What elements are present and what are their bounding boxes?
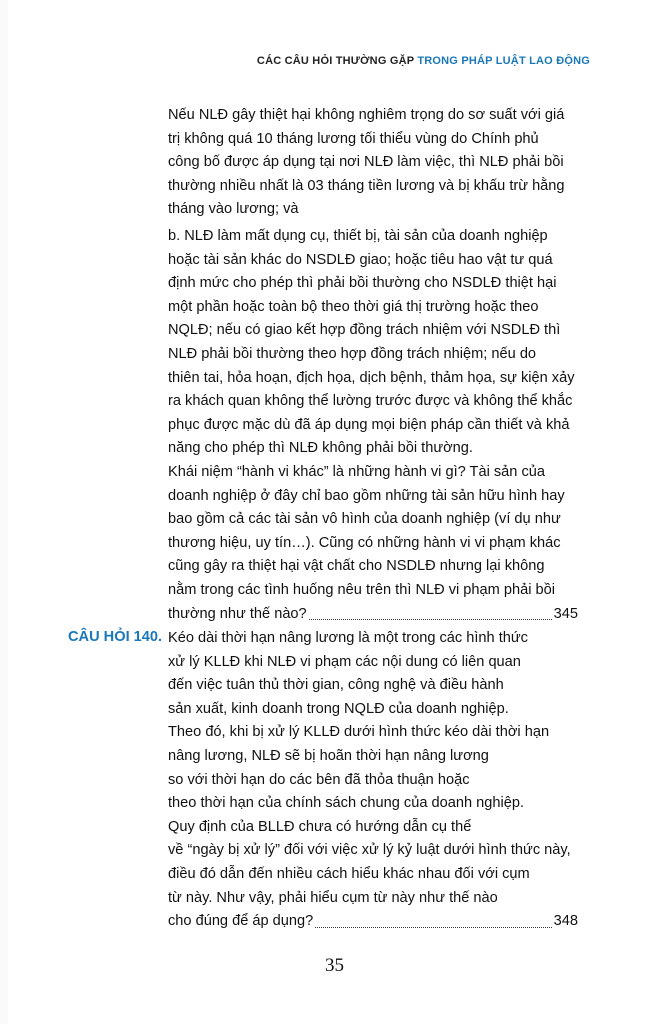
toc-page-number: 345 <box>553 605 578 622</box>
toc-entry-345[interactable] <box>168 603 578 627</box>
text-line: điều đó dẫn đến nhiều cách hiểu khác nhau đối với cụm <box>168 865 530 882</box>
text-line: từ này. Như vậy, phải hiểu cụm từ này như thế nào <box>168 889 498 906</box>
question-139-continuation <box>168 225 578 626</box>
text-line: nâng lương, NLĐ sẽ bị hoãn thời hạn nâng lương <box>168 747 489 764</box>
text-line: ra khách quan không thể lường trước được và không thể khắc <box>168 393 573 410</box>
text-line: về “ngày bị xử lý” đối với việc xử lý kỷ luật dưới hình thức này, <box>168 842 571 859</box>
text-line: Nếu NLĐ gây thiệt hại không nghiêm trọng do sơ suất với giá <box>168 107 565 123</box>
text-line: một phần hoặc toàn bộ theo thời giá thị trường hoặc theo <box>168 298 539 315</box>
leader-dots <box>315 926 551 928</box>
toc-entry-text: thường như thế nào? <box>168 605 307 622</box>
question-140 <box>168 627 578 934</box>
toc-entry-text: cho đúng để áp dụng? <box>168 913 314 930</box>
paragraph-continuation <box>168 104 578 222</box>
text-line: định mức cho phép thì phải bồi thường cho NSDLĐ thiệt hại <box>168 275 557 292</box>
text-line: hoặc tài sản khác do NSDLĐ giao; hoặc tiêu hao vật tư quá <box>168 251 553 268</box>
text-line: Theo đó, khi bị xử lý KLLĐ dưới hình thức kéo dài thời hạn <box>168 724 550 741</box>
text-line: Quy định của BLLĐ chưa có hướng dẫn cụ thể <box>168 818 472 835</box>
toc-entry-348[interactable] <box>168 910 578 934</box>
text-line: công bố được áp dụng tại nơi NLĐ làm việc, thì NLĐ phải bồi <box>168 154 564 171</box>
text-line: b. NLĐ làm mất dụng cụ, thiết bị, tài sản của doanh nghiệp <box>168 228 548 244</box>
question-label: CÂU HỎI 140. <box>68 629 163 645</box>
text-line: thương hiệu, uy tín…). Cũng có những hành vi vi phạm khác <box>168 534 561 551</box>
text-line: NLĐ phải bồi thường theo hợp đồng trách nhiệm; nếu do <box>168 345 537 362</box>
header-right: TRONG PHÁP LUẬT LAO ĐỘNG <box>417 55 590 67</box>
text-line: NQLĐ; nếu có giao kết hợp đồng trách nhiệm với NSDLĐ thì <box>168 322 561 339</box>
toc-page-number: 348 <box>553 913 578 930</box>
running-header <box>200 55 590 67</box>
header-left: CÁC CÂU HỎI THƯỜNG GẶP <box>256 55 415 67</box>
text-line: thường nhiều nhất là 03 tháng tiền lương và bị khấu trừ hằng <box>168 177 565 194</box>
text-line: doanh nghiệp ở đây chỉ bao gồm những tài sản hữu hình hay <box>168 487 565 504</box>
text-line: Khái niệm “hành vi khác” là những hành vi gì? Tài sản của <box>168 463 546 480</box>
text-line: bao gồm cả các tài sản vô hình của doanh nghiệp (ví dụ như <box>168 511 561 528</box>
page-edge <box>0 0 8 1024</box>
text-line: cũng gây ra thiệt hại vật chất cho NSDLĐ nhưng lại không <box>168 558 545 575</box>
text-line: trị không quá 10 tháng lương tối thiểu vùng do Chính phủ <box>168 130 539 147</box>
text-line: theo thời hạn của chính sách chung của doanh nghiệp. <box>168 795 525 812</box>
text-line: thiên tai, hỏa hoạn, địch họa, dịch bệnh, thảm họa, sự kiện xảy <box>168 369 575 386</box>
text-line: sản xuất, kinh doanh trong NQLĐ của doanh nghiệp. <box>168 700 509 717</box>
page-number: 35 <box>325 955 344 976</box>
text-line: tháng vào lương; và <box>168 201 299 218</box>
text-line: so với thời hạn do các bên đã thỏa thuận hoặc <box>168 771 470 788</box>
text-line: phục được mặc dù đã áp dụng mọi biện pháp cần thiết và khả <box>168 416 570 433</box>
text-line: nằm trong các tình huống nêu trên thì NLĐ vi phạm phải bồi <box>168 581 555 598</box>
text-line: xử lý KLLĐ khi NLĐ vi phạm các nội dung có liên quan <box>168 653 521 670</box>
text-line: Kéo dài thời hạn nâng lương là một trong các hình thức <box>168 630 528 646</box>
leader-dots <box>309 618 552 620</box>
text-line: năng cho phép thì NLĐ không phải bồi thường. <box>168 440 473 457</box>
text-line: đến việc tuân thủ thời gian, công nghệ và điều hành <box>168 677 504 694</box>
